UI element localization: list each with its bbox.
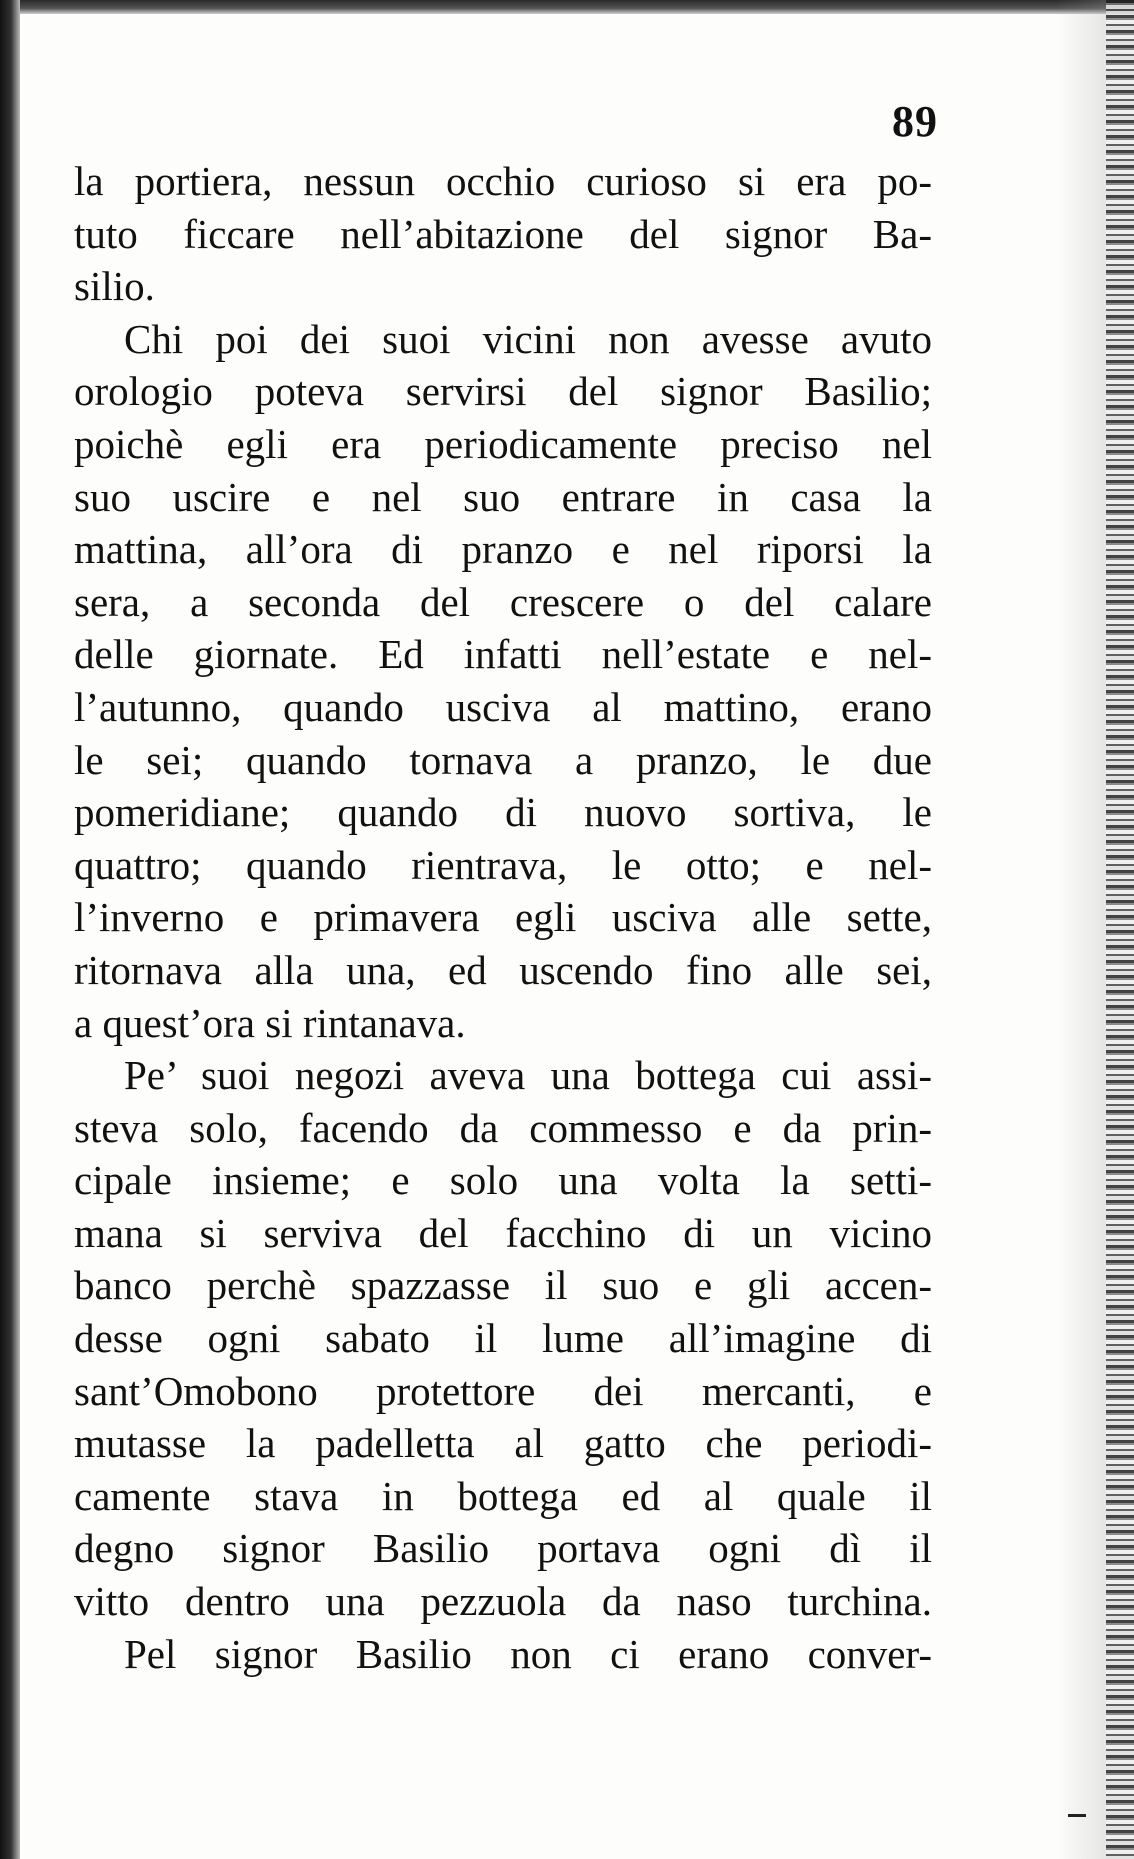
text-line: orologio poteva servirsi del signor Basilio; — [74, 368, 932, 415]
text-line: ritornava alla una, ed uscendo fino alle sei, — [74, 946, 932, 993]
text-line: tuto ficcare nell’abitazione del signor Ba- — [74, 210, 932, 257]
text-line: delle giornate. Ed infatti nell’estate e nel- — [74, 631, 932, 678]
text-line: degno signor Basilio portava ogni dì il — [74, 1525, 932, 1572]
text-line: le sei; quando tornava a pranzo, le due — [74, 736, 932, 783]
text-line: mattina, all’ora di pranzo e nel riporsi la — [74, 526, 932, 573]
text-line: suo uscire e nel suo entrare in casa la — [74, 473, 932, 520]
paragraph-start-line: Chi poi dei suoi vicini non avesse avuto — [124, 315, 932, 362]
text-line: a quest’ora si rintanava. — [74, 999, 466, 1046]
left-binding-edge — [0, 0, 20, 1859]
page-number: 89 — [892, 97, 938, 146]
text-line: desse ogni sabato il lume all’imagine di — [74, 1315, 932, 1362]
text-line: camente stava in bottega ed al quale il — [74, 1472, 932, 1519]
right-page-edge — [1106, 0, 1134, 1859]
text-line: l’autunno, quando usciva al mattino, erano — [74, 683, 932, 730]
text-line: banco perchè spazzasse il suo e gli accen- — [74, 1262, 932, 1309]
text-line: cipale insieme; e solo una volta la setti- — [74, 1157, 932, 1204]
text-line: poichè egli era periodicamente preciso nel — [74, 420, 932, 467]
text-line: sant’Omobono protettore dei mercanti, e — [74, 1367, 932, 1414]
text-line: vitto dentro una pezzuola da naso turchina. — [74, 1578, 932, 1625]
text-line: la portiera, nessun occhio curioso si era po- — [74, 158, 932, 204]
text-line: quattro; quando rientrava, le otto; e nel- — [74, 841, 932, 888]
text-line: l’inverno e primavera egli usciva alle sette, — [74, 894, 932, 941]
body-text — [74, 155, 932, 1680]
paragraph-start-line: Pe’ suoi negozi aveva una bottega cui assi- — [124, 1052, 932, 1099]
text-line: pomeridiane; quando di nuovo sortiva, le — [74, 789, 932, 836]
right-page-shadow — [1056, 0, 1106, 1859]
top-border — [0, 0, 1134, 14]
paragraph-start-line: Pel signor Basilio non ci erano conver- — [124, 1630, 932, 1677]
text-line: steva solo, facendo da commesso e da prin- — [74, 1104, 932, 1151]
text-line: mana si serviva del facchino di un vicino — [74, 1209, 932, 1256]
text-line: mutasse la padelletta al gatto che periodi- — [74, 1420, 932, 1467]
text-line: sera, a seconda del crescere o del calare — [74, 578, 932, 625]
margin-mark — [1068, 1814, 1086, 1817]
text-line: silio. — [74, 263, 155, 310]
